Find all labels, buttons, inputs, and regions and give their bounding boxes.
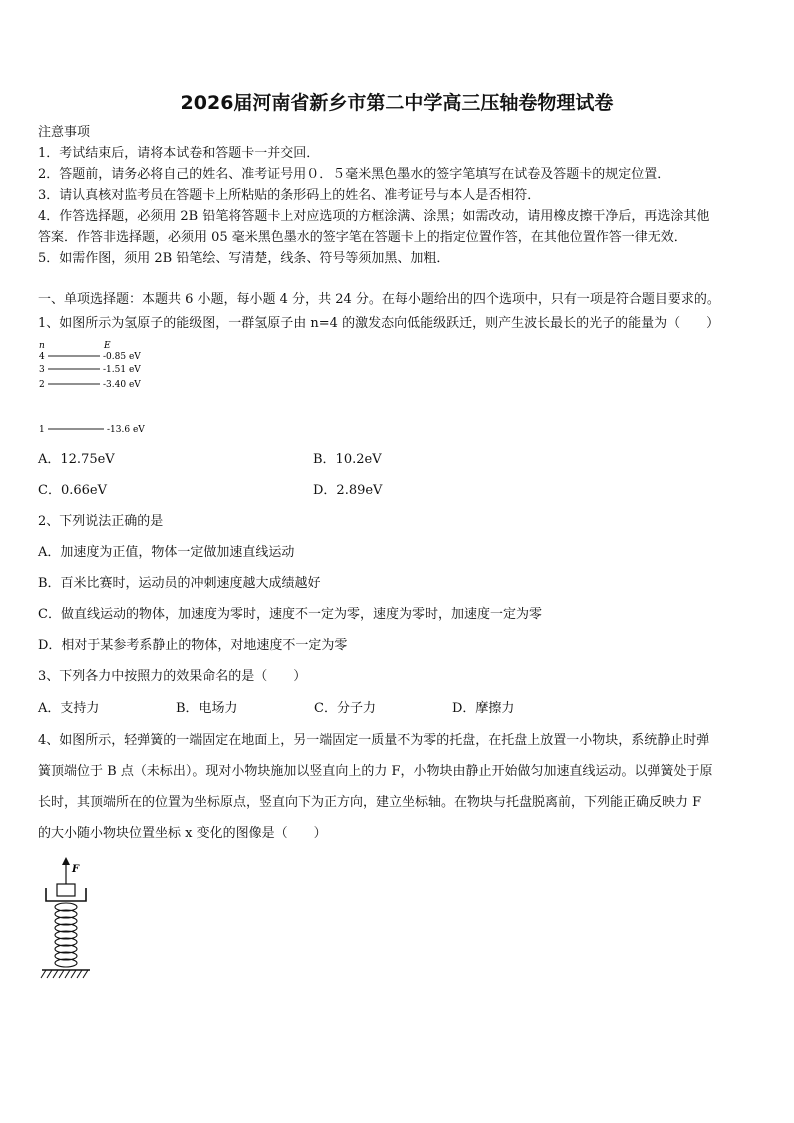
q4-stem-line: 长时，其顶端所在的位置为坐标原点，竖直向下为正方向，建立坐标轴。在物块与托盘脱离前，下列能正确反映力 F xyxy=(38,795,702,810)
ground-hatch xyxy=(41,970,88,978)
section-heading: 一、单项选择题：本题共 6 小题，每小题 4 分，共 24 分。在每小题给出的四个选项中，只有一项是符合题目要求的。 xyxy=(38,292,720,307)
q1-option-a: A．12.75eV xyxy=(38,452,115,467)
q4-stem-line: 的大小随小物块位置坐标 x 变化的图像是（ ） xyxy=(38,826,327,841)
q2-option-b: B．百米比赛时，运动员的冲刺速度越大成绩越好 xyxy=(38,576,321,591)
q1-stem: 1、如图所示为氢原子的能级图，一群氢原子由 n=4 的激发态向低能级跃迁，则产生波长最长的光子的能量为（ ） xyxy=(38,316,720,331)
notes-heading: 注意事项 xyxy=(38,125,91,140)
level-number: 3 xyxy=(39,365,45,375)
notes-item: 3．请认真核对监考员在答题卡上所粘贴的条形码上的姓名、准考证号与本人是否相符． xyxy=(38,188,541,203)
level-number: 4 xyxy=(39,352,45,362)
q3-option-a: A．支持力 xyxy=(38,701,100,716)
notes-item: 2．答题前，请务必将自己的姓名、准考证号用０．５毫米黑色墨水的签字笔填写在试卷及答题卡的规定位置． xyxy=(38,167,671,182)
level-energy: -0.85 eV xyxy=(103,352,141,362)
notes-item: 4．作答选择题，必须用 2B 铅笔将答题卡上对应选项的方框涂满、涂黑；如需改动，请用橡皮擦干净后，再选涂其他 xyxy=(38,209,710,224)
level-energy: -13.6 eV xyxy=(107,425,145,435)
level-number: 2 xyxy=(39,380,45,390)
notes-item: 答案．作答非选择题，必须用 05 毫米黑色墨水的签字笔在答题卡上的指定位置作答，在其他位置作答一律无效． xyxy=(38,230,687,245)
q4-stem-line: 4、如图所示，轻弹簧的一端固定在地面上，另一端固定一质量不为零的托盘，在托盘上放置一小物块，系统静止时弹 xyxy=(38,733,710,748)
q1-option-d: D．2.89eV xyxy=(313,483,383,498)
page-title: 2026届河南省新乡市第二中学高三压轴卷物理试卷 xyxy=(180,92,614,114)
spring-tray-figure xyxy=(36,852,96,984)
q4-stem-line: 簧顶端位于 B 点（未标出）。现对小物块施加以竖直向上的力 F，小物块由静止开始做匀加速直线运动。以弹簧处于原 xyxy=(38,764,713,779)
force-label: F xyxy=(72,864,80,875)
q1-option-c: C．0.66eV xyxy=(38,483,107,498)
block xyxy=(57,884,75,896)
q2-option-c: C．做直线运动的物体，加速度为零时，速度不一定为零，速度为零时，加速度一定为零 xyxy=(38,607,542,622)
level-energy: -3.40 eV xyxy=(103,380,141,390)
q2-option-a: A．加速度为正值，物体一定做加速直线运动 xyxy=(38,545,295,560)
q2-option-d: D．相对于某参考系静止的物体，对地速度不一定为零 xyxy=(38,638,348,653)
energy-level-diagram xyxy=(34,338,164,438)
n-label: n xyxy=(39,341,45,351)
q3-stem: 3、下列各力中按照力的效果命名的是（ ） xyxy=(38,669,307,684)
q2-stem: 2、下列说法正确的是 xyxy=(38,514,164,529)
q3-option-b: B．电场力 xyxy=(176,701,238,716)
spring xyxy=(55,903,77,967)
q3-option-c: C．分子力 xyxy=(314,701,376,716)
e-label: E xyxy=(104,341,111,351)
level-energy: -1.51 eV xyxy=(103,365,141,375)
q1-option-b: B．10.2eV xyxy=(313,452,382,467)
arrow-head-icon xyxy=(62,857,70,865)
notes-item: 5．如需作图，须用 2B 铅笔绘、写清楚，线条、符号等须加黑、加粗． xyxy=(38,251,450,266)
q3-option-d: D．摩擦力 xyxy=(452,701,515,716)
notes-item: 1．考试结束后，请将本试卷和答题卡一并交回． xyxy=(38,146,320,161)
level-number: 1 xyxy=(39,425,45,435)
